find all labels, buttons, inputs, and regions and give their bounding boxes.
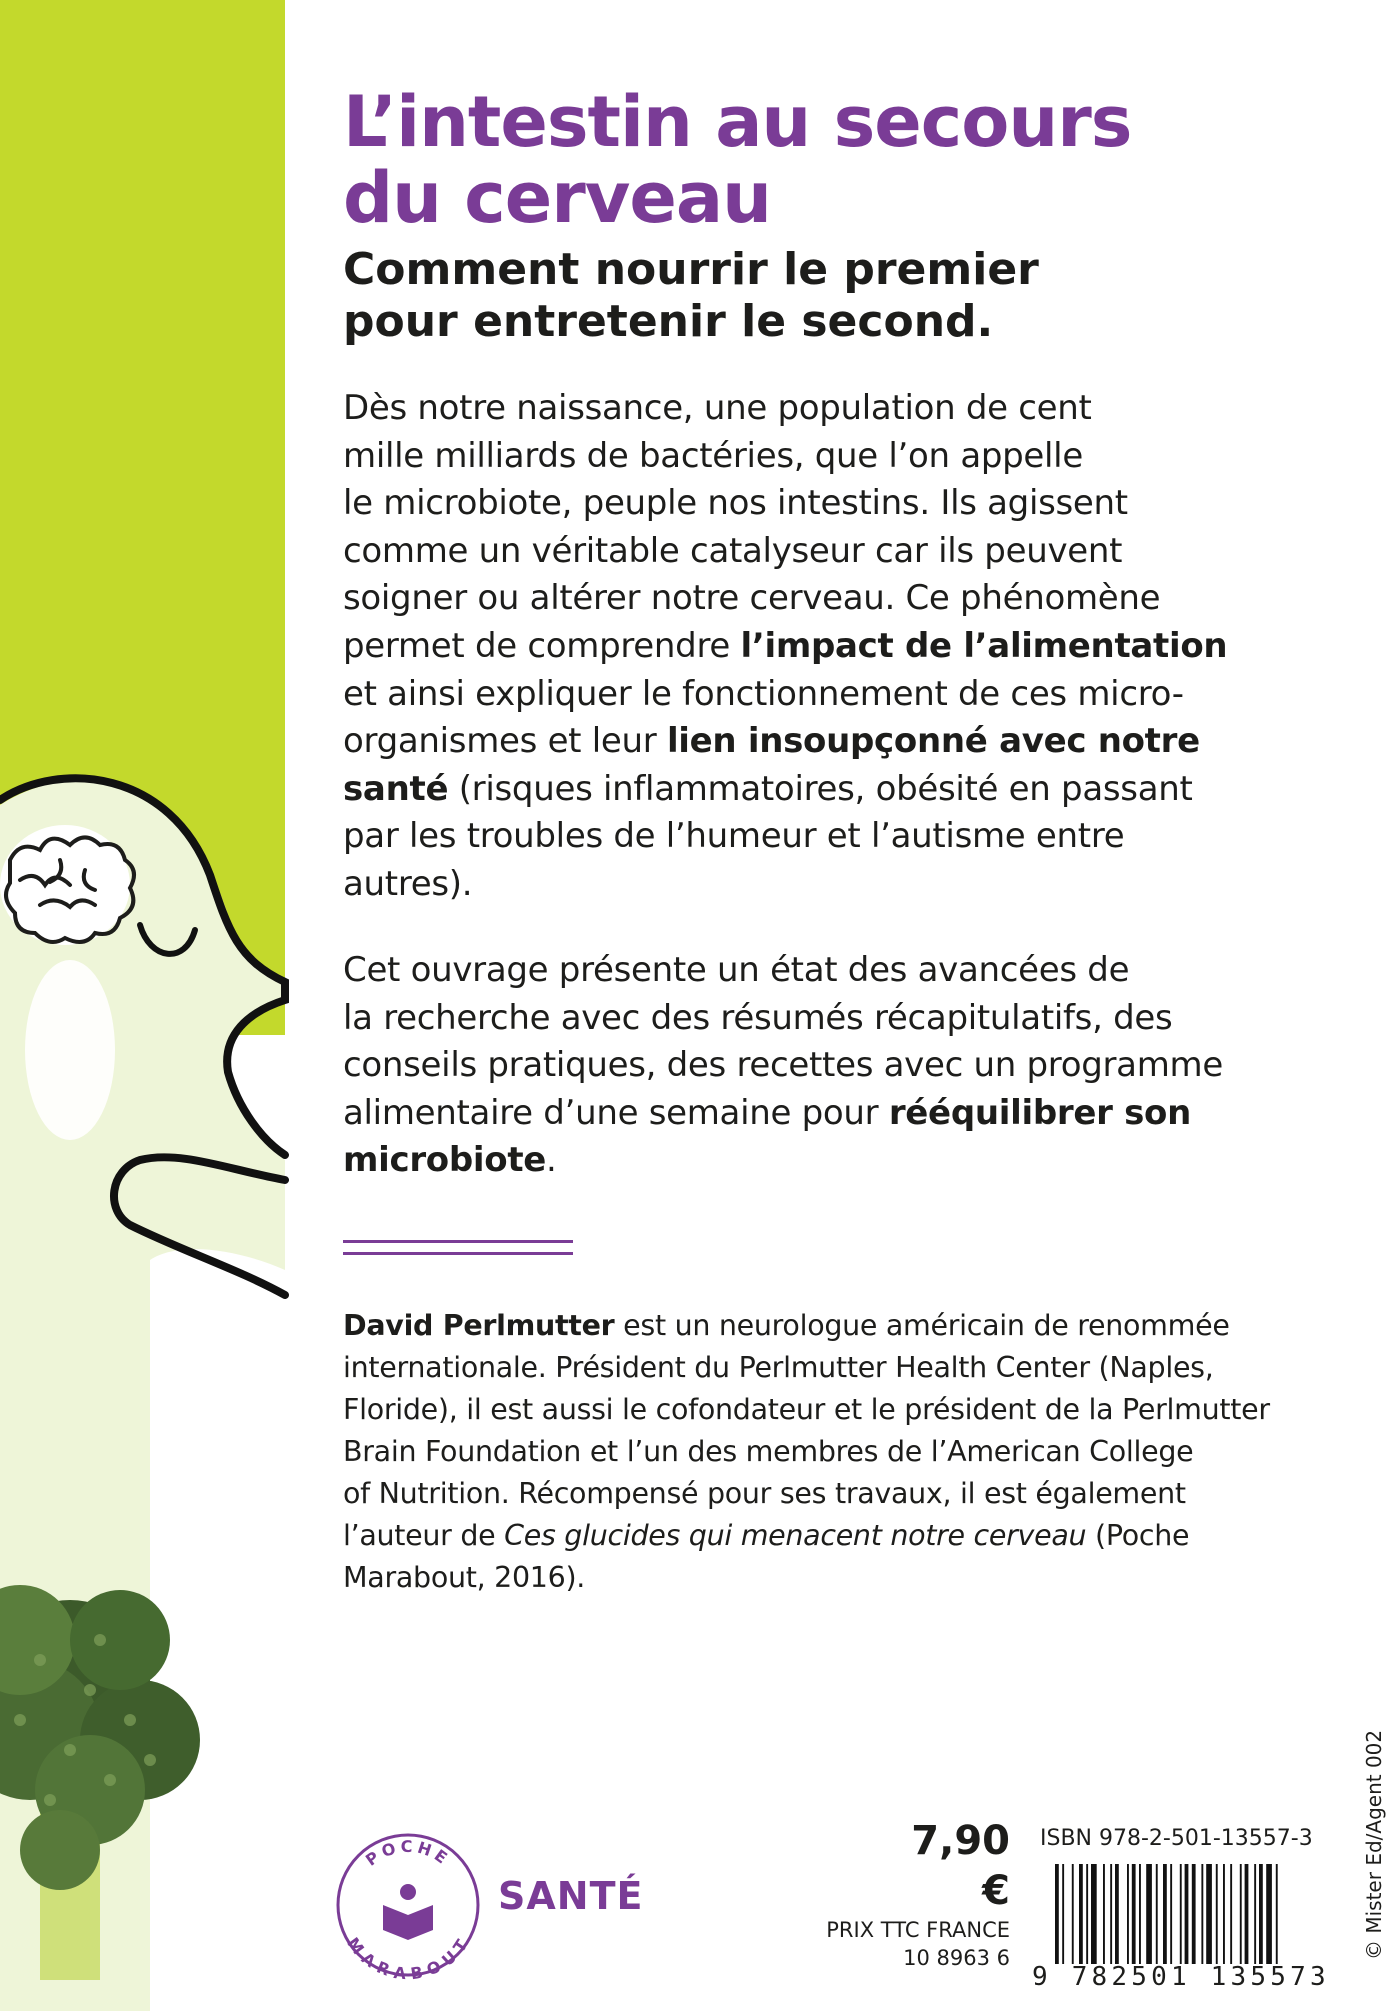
barcode-bar xyxy=(1139,1864,1141,1964)
barcode-bar xyxy=(1163,1864,1167,1964)
p2-line: Cet ouvrage présente un état des avancées de xyxy=(343,950,1130,990)
p1-text: organismes et leur xyxy=(343,721,667,762)
isbn: ISBN 978-2-501-13557-3 xyxy=(1040,1826,1313,1851)
barcode-bar xyxy=(1259,1864,1263,1964)
barcode-bar xyxy=(1132,1864,1136,1964)
barcode-bar xyxy=(1086,1864,1088,1964)
logo-text-bottom: MARABOUT xyxy=(343,1933,473,1980)
p1-highlight: l’impact de l’alimentation xyxy=(740,625,1228,666)
barcode-bar xyxy=(1115,1864,1119,1964)
barcode-bar xyxy=(1079,1864,1083,1964)
barcode-bar xyxy=(1240,1864,1242,1964)
barcode-bar xyxy=(1254,1864,1256,1964)
neck-tube xyxy=(25,960,115,1140)
p1-highlight: santé xyxy=(343,768,449,809)
barcode-bar xyxy=(1146,1864,1152,1964)
p1-line: Dès notre naissance, une population de cent xyxy=(343,388,1092,428)
bio-line: Floride), il est aussi le cofondateur et le président de la Perlmutter xyxy=(343,1393,1270,1426)
barcode-bar xyxy=(1055,1864,1059,1964)
barcode-bar xyxy=(1185,1864,1189,1964)
barcode-bar xyxy=(1156,1864,1158,1964)
author-bio xyxy=(343,1305,1343,1599)
barcode-bar xyxy=(1127,1864,1129,1964)
bio-line: internationale. Président du Perlmutter Health Center (Naples, xyxy=(343,1351,1214,1384)
p1-highlight: lien insoupçonné avec notre xyxy=(666,721,1200,762)
poche-marabout-logo xyxy=(333,1830,483,1980)
description-paragraph-1 xyxy=(343,385,1343,909)
book-title xyxy=(343,81,1343,239)
book-reference: Ces glucides qui menacent notre cerveau xyxy=(504,1519,1087,1552)
p1-line xyxy=(343,623,1343,671)
subtitle-line-2: pour entretenir le second. xyxy=(343,296,994,347)
barcode-number: 9 782501 135573 xyxy=(1032,1962,1330,1992)
barcode-bar xyxy=(1245,1864,1249,1964)
white-band xyxy=(285,0,300,2011)
barcode xyxy=(1055,1864,1325,1964)
p2-highlight: rééquilibrer son xyxy=(888,1092,1191,1133)
price-code: 10 8963 6 xyxy=(903,1946,1010,1970)
barcode-bar xyxy=(1230,1864,1232,1964)
collection-label: SANTÉ xyxy=(498,1874,644,1918)
barcode-bar xyxy=(1091,1864,1097,1964)
p1-line: comme un véritable catalyseur car ils peuvent xyxy=(343,530,1123,571)
barcode-bar xyxy=(1110,1864,1112,1964)
p1-text: permet de comprendre xyxy=(343,625,741,666)
p1-line: par les troubles de l’humeur et l’autisme entre xyxy=(343,816,1125,857)
title-line-2: du cerveau xyxy=(343,157,771,239)
divider-line-bottom xyxy=(343,1252,573,1255)
section-divider xyxy=(343,1240,573,1258)
reader-icon xyxy=(383,1884,433,1940)
price-block xyxy=(826,1816,1010,1972)
p2-highlight: microbiote xyxy=(343,1140,547,1181)
p1-line xyxy=(343,718,1343,766)
barcode-bar xyxy=(1216,1864,1218,1964)
p2-text: alimentaire d’une semaine pour xyxy=(343,1092,889,1133)
brain-icon xyxy=(0,825,134,945)
barcode-bar xyxy=(1223,1864,1225,1964)
side-illustration xyxy=(0,0,300,2011)
bio-line: Brain Foundation et l’un des membres de l’American College xyxy=(343,1435,1194,1468)
author-name: David Perlmutter xyxy=(343,1309,615,1342)
bio-text: (Poche xyxy=(1086,1519,1190,1552)
p2-line xyxy=(343,1137,1343,1185)
p1-line: et ainsi expliquer le fonctionnement de ces micro- xyxy=(343,673,1184,714)
barcode-bar xyxy=(1170,1864,1172,1964)
book-subtitle xyxy=(343,244,1343,348)
description-paragraph-2 xyxy=(343,947,1343,1185)
p1-line xyxy=(343,766,1343,814)
barcode-bar xyxy=(1206,1864,1212,1964)
barcode-bar xyxy=(1276,1864,1278,1964)
bio-text: est un neurologue américain de renommée xyxy=(614,1309,1230,1342)
p1-line: mille milliards de bactéries, que l’on appelle xyxy=(343,435,1083,476)
title-line-1: L’intestin au secours xyxy=(343,81,1132,163)
p2-line xyxy=(343,1090,1343,1138)
barcode-bar xyxy=(1180,1864,1182,1964)
barcode-bar xyxy=(1201,1864,1203,1964)
logo-text-top: POCHE xyxy=(362,1836,454,1870)
price-value: 7,90 € xyxy=(911,1818,1010,1914)
bio-line: Marabout, 2016). xyxy=(343,1561,586,1594)
p1-text: (risques inflammatoires, obésité en passant xyxy=(448,768,1193,809)
p1-line: soigner ou altérer notre cerveau. Ce phénomène xyxy=(343,578,1161,619)
bio-line xyxy=(343,1515,1343,1557)
price-label: PRIX TTC FRANCE xyxy=(826,1918,1010,1942)
bio-line xyxy=(343,1305,1343,1347)
bio-text: l’auteur de xyxy=(343,1519,505,1552)
p2-text: . xyxy=(546,1140,557,1181)
subtitle-line-1: Comment nourrir le premier xyxy=(343,244,1039,295)
barcode-bar xyxy=(1072,1864,1074,1964)
illustration-credit: © Mister Ed/Agent 002 xyxy=(1362,1729,1386,1960)
p1-line: le microbiote, peuple nos intestins. Ils agissent xyxy=(343,483,1128,524)
barcode-bar xyxy=(1192,1864,1196,1964)
p1-line: autres). xyxy=(343,863,473,904)
p2-line: la recherche avec des résumés récapitulatifs, des xyxy=(343,997,1173,1038)
barcode-bar xyxy=(1062,1864,1064,1964)
p2-line: conseils pratiques, des recettes avec un programme xyxy=(343,1045,1223,1086)
divider-line-top xyxy=(343,1240,573,1243)
barcode-bar xyxy=(1266,1864,1272,1964)
barcode-bar xyxy=(1103,1864,1105,1964)
bio-line: of Nutrition. Récompensé pour ses travaux, il est également xyxy=(343,1477,1186,1510)
